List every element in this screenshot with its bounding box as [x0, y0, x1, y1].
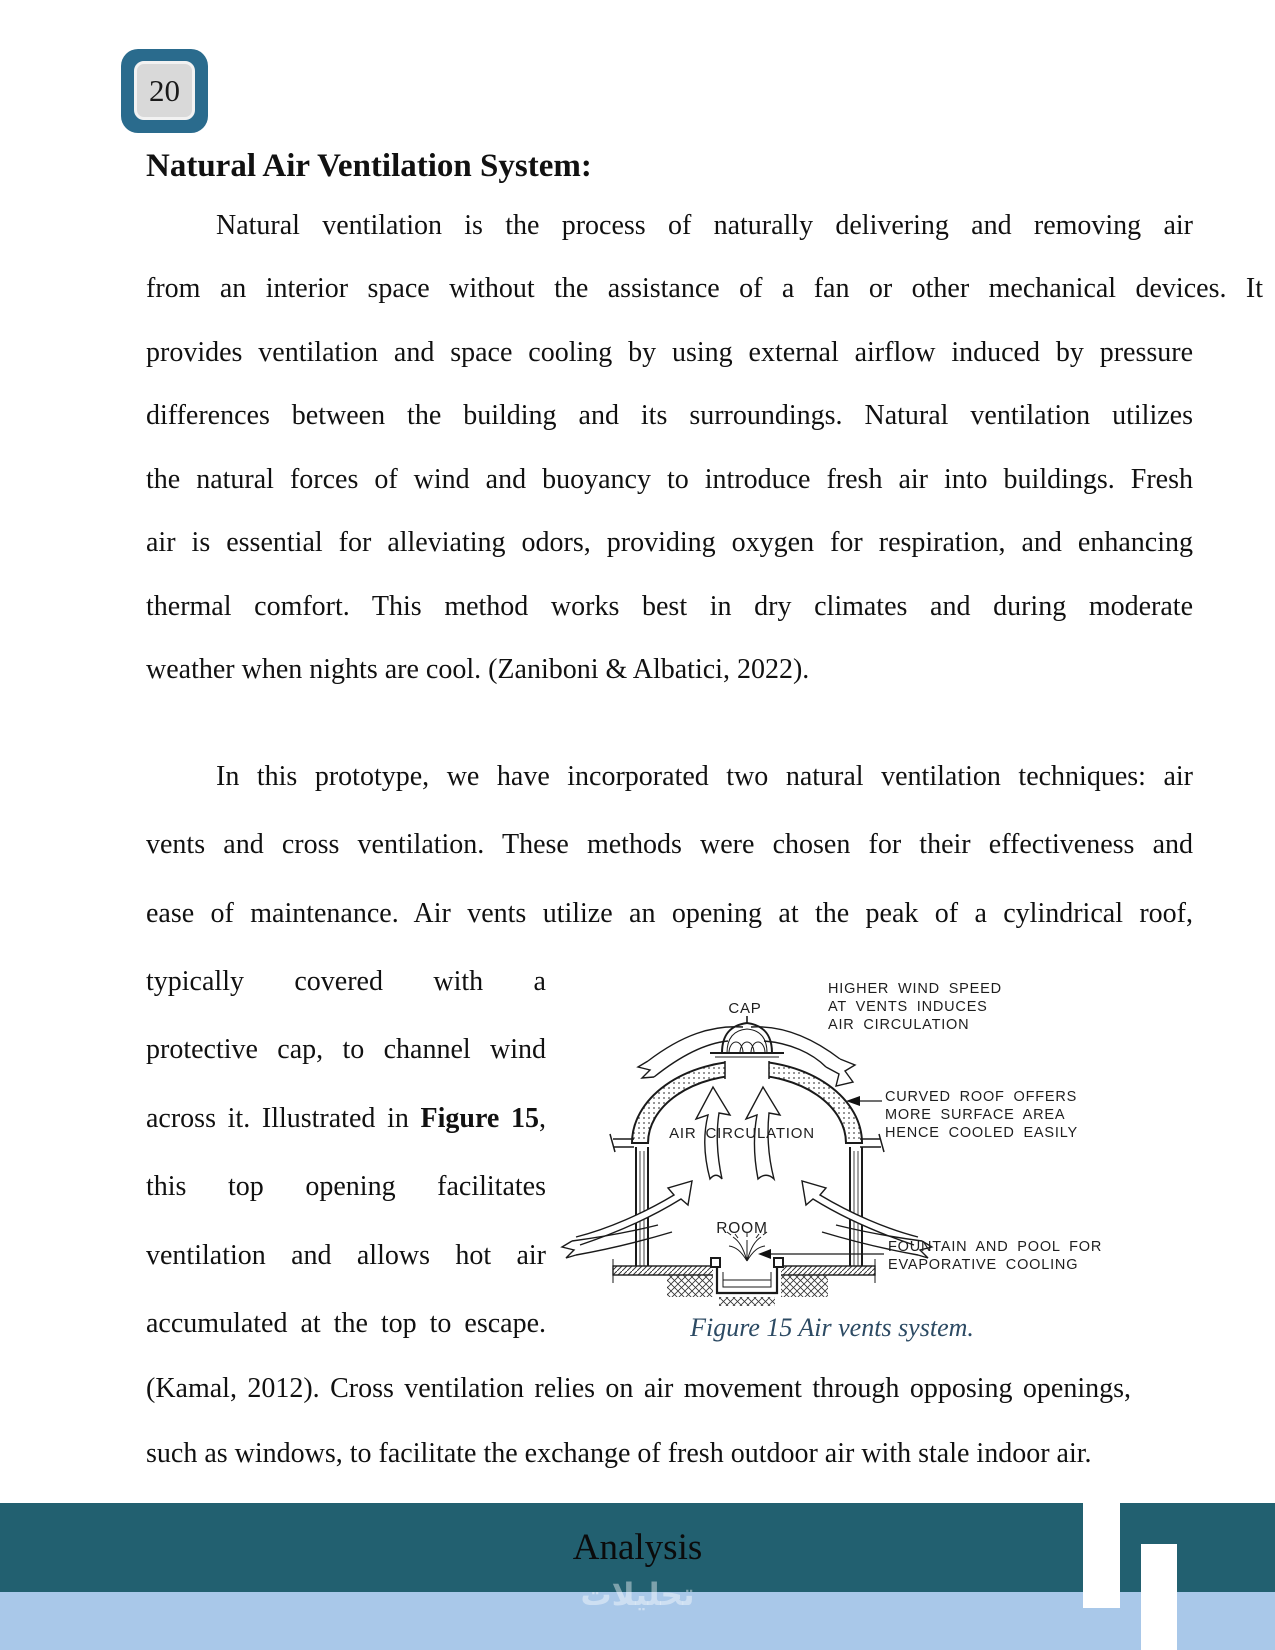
wind-label-line2: AT VENTS INDUCES [828, 999, 988, 1015]
footer-section-title: Analysis [572, 1527, 703, 1568]
page-number: 20 [149, 72, 180, 108]
body-line: differences between the building and its surroundings. Natural ventilation utilizes [146, 400, 1193, 431]
body-line: provides ventilation and space cooling by using external airflow induced by pressure [146, 337, 1193, 368]
body-line: In this prototype, we have incorporated two natural ventilation techniques: air [216, 761, 1193, 792]
figure-caption: Figure 15 Air vents system. [690, 1313, 974, 1342]
body-line: ease of maintenance. Air vents utilize an opening at the peak of a cylindrical roof, [146, 898, 1193, 929]
wind-label-line1: HIGHER WIND SPEED [828, 981, 1002, 997]
body-line: protective cap, to channel wind [146, 1034, 546, 1065]
roof-leader [846, 1096, 882, 1106]
body-line: (Kamal, 2012). Cross ventilation relies on air movement through opposing openings, [146, 1373, 1131, 1404]
roof-label-line1: CURVED ROOF OFFERS [885, 1089, 1078, 1105]
roof-label-line3: HENCE COOLED EASILY [885, 1125, 1078, 1141]
figure-reference: Figure 15 [420, 1103, 539, 1134]
body-line: accumulated at the top to escape. [146, 1308, 546, 1339]
air-vents-figure [552, 941, 1112, 1313]
body-line: this top opening facilitates [146, 1171, 546, 1202]
fountain-label-line1: FOUNTAIN AND POOL FOR [888, 1239, 1103, 1255]
fountain-label-line2: EVAPORATIVE COOLING [888, 1257, 1079, 1273]
body-line: typically covered with a [146, 966, 546, 997]
section-heading [146, 147, 1193, 185]
page-number-plate [134, 61, 195, 120]
ground-and-pool [613, 1258, 875, 1306]
body-line: thermal comfort. This method works best in dry climates and during moderate [146, 591, 1193, 622]
roof-label-line2: MORE SURFACE AREA [885, 1107, 1066, 1123]
body-line: vents and cross ventilation. These methods were chosen for their effectiveness and [146, 829, 1193, 860]
body-line: the natural forces of wind and buoyancy to introduce fresh air into buildings. Fresh [146, 464, 1193, 495]
section-heading-text: Natural Air Ventilation System: [146, 148, 592, 184]
body-line-figure-ref: across it. Illustrated in Figure 15, [146, 1103, 546, 1134]
body-line: such as windows, to facilitate the exchange of fresh outdoor air with stale indoor air. [146, 1438, 1092, 1469]
body-line: Natural ventilation is the process of naturally delivering and removing air [216, 210, 1193, 241]
body-line: ventilation and allows hot air [146, 1240, 546, 1271]
wind-label-line3: AIR CIRCULATION [828, 1017, 970, 1033]
body-line: weather when nights are cool. (Zaniboni & Albatici, 2022). [146, 654, 810, 685]
room-label: ROOM [716, 1220, 768, 1237]
cap-label: CAP [728, 1000, 762, 1017]
page-number-badge [121, 49, 208, 133]
footer-arabic-watermark: تحليلات [580, 1577, 695, 1613]
air-circulation-label: AIR CIRCULATION [669, 1125, 815, 1142]
body-line: air is essential for alleviating odors, providing oxygen for respiration, and enhancing [146, 527, 1193, 558]
body-line: from an interior space without the assistance of a fan or other mechanical devices. It [146, 273, 1263, 304]
vent-cap [710, 1016, 784, 1057]
